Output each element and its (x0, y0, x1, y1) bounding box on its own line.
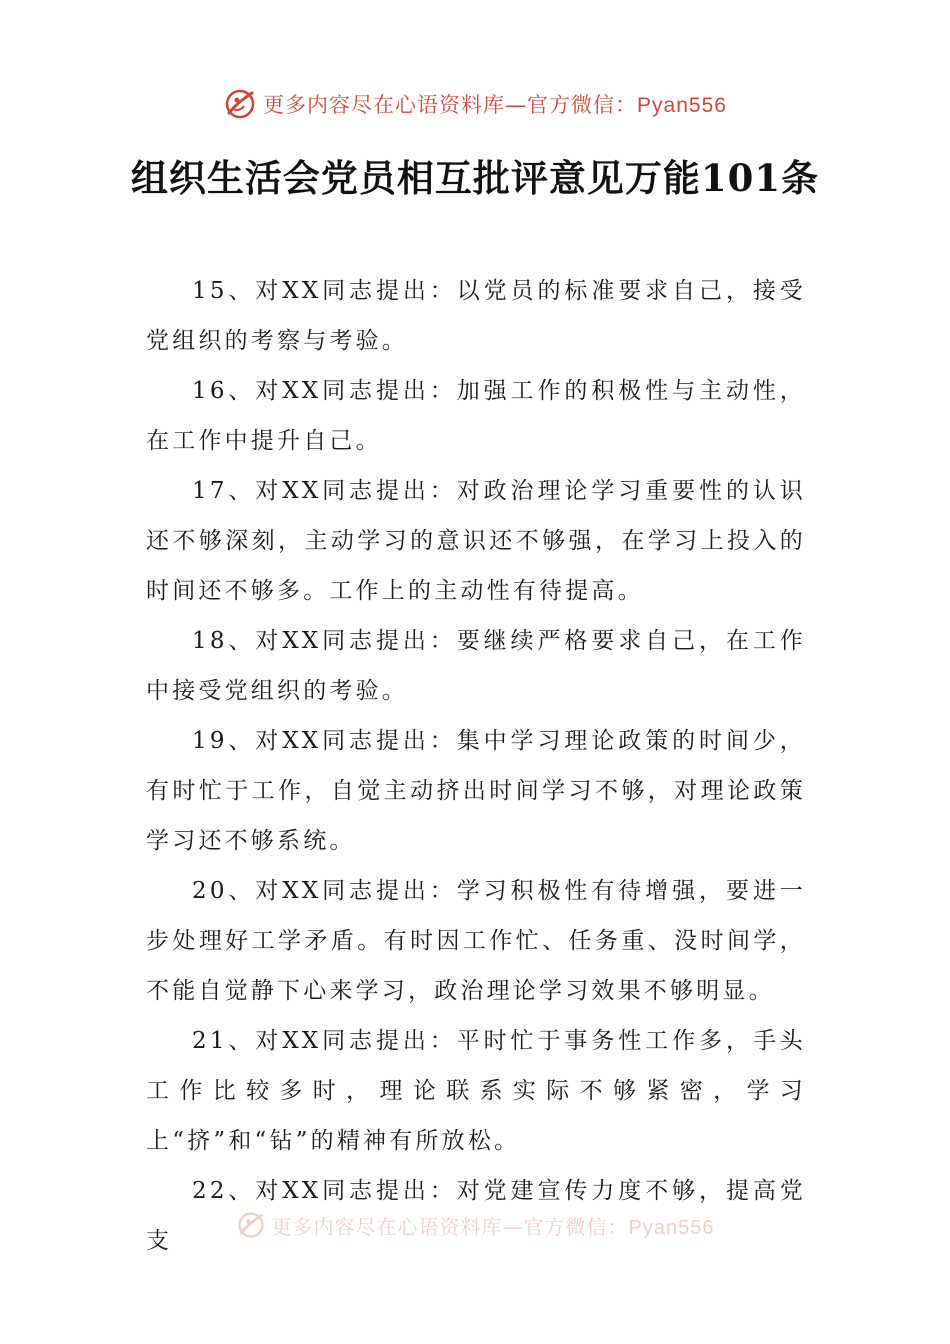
swirl-pen-logo-icon (223, 87, 257, 121)
document-title: 组织生活会党员相互批评意见万能101条 (130, 156, 820, 200)
footer-watermark-text: 更多内容尽在心语资料库—官方微信：Pyan556 (271, 1214, 715, 1239)
paragraph-21: 21、对XX同志提出：平时忙于事务性工作多，手头工作比较多时，理论联系实际不够紧密，学习上“挤”和“钻”的精神有所放松。 (146, 1028, 806, 1154)
swirl-pen-logo-icon (236, 1210, 266, 1240)
paragraph-19: 19、对XX同志提出：集中学习理论政策的时间少，有时忙于工作，自觉主动挤出时间学习不够，对理论政策学习还不够系统。 (146, 728, 806, 854)
paragraph-17: 17、对XX同志提出：对政治理论学习重要性的认识还不够深刻，主动学习的意识还不够强，在学习上投入的时间还不够多。工作上的主动性有待提高。 (146, 478, 806, 604)
paragraph-18: 18、对XX同志提出：要继续严格要求自己，在工作中接受党组织的考验。 (146, 628, 806, 704)
paragraph-16: 16、对XX同志提出：加强工作的积极性与主动性，在工作中提升自己。 (146, 378, 806, 454)
paragraph-15: 15、对XX同志提出：以党员的标准要求自己，接受党组织的考察与考验。 (146, 278, 806, 354)
watermark-header (0, 82, 950, 126)
document-body (146, 266, 806, 1266)
watermark-footer (0, 1208, 950, 1242)
paragraph-20: 20、对XX同志提出：学习积极性有待增强，要进一步处理好工学矛盾。有时因工作忙、任务重、没时间学，不能自觉静下心来学习，政治理论学习效果不够明显。 (146, 878, 806, 1004)
paragraph-22: 22、对XX同志提出：对党建宣传力度不够，提高党支 (146, 1178, 806, 1254)
watermark-text: 更多内容尽在心语资料库—官方微信：Pyan556 (263, 93, 727, 117)
